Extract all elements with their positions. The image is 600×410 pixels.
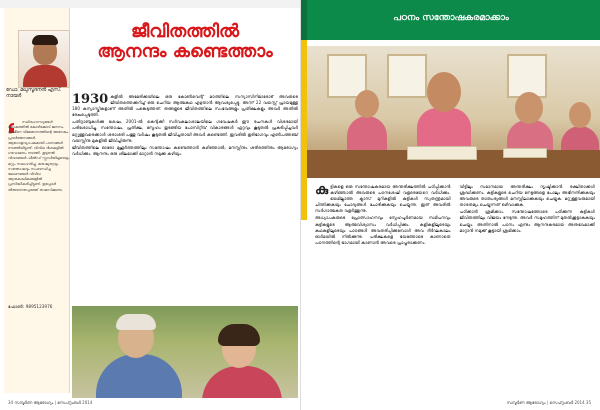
author-name: ഡോ. മധുസൂദനൻ എസ്. നായർ bbox=[6, 88, 62, 99]
body-paragraph: പതിറ്റാണ്ടുകൾക്കു ശേഷം 2001-ൽ കെന്റക്കി സർവകലാശാലയിലെ ഗവേഷകർ ഈ രചനകൾ വിശദമായി പരിശോധിച്ചു. സന്തോഷം, പ്രതീക്ഷ, സ്നേഹം തുടങ്ങിയ പോസിറ്റീവ് വികാരങ്ങൾ ഏറ്റവും കൂടുതൽ പ്രകടിപ്പിച്ചവർ മറ്റുള്ളവരെക്കാൾ ശരാശരി പത്തു വർഷം കൂടുതൽ ജീവിച്ചതായി അവർ കണ്ടെത്തി. ഇവരിൽ ഭൂരിഭാഗവും എൺപത്തഞ്ച് വയസ്സിനു മുകളിൽ ജീവിച്ചിരുന്നു. bbox=[72, 119, 298, 143]
body-paragraph: ജീവിതത്തിലെ ഓരോ മുഹൂർത്തത്തിലും സന്തോഷം കണ്ടെത്താൻ കഴിഞ്ഞാൽ, മനസ്സിനും ശരീരത്തിനും ആരോഗ്യം വർധിക്കും. ആനന്ദം ഒരു ശീലമാക്കി മാറ്റാൻ നമുക്കു കഴിയും. bbox=[72, 144, 298, 156]
article-title bbox=[72, 22, 298, 62]
page-footer-right: സമ്പൂർണ ആരോഗ്യം | സെപ്റ്റംബർ 2014 35 bbox=[506, 400, 591, 405]
body-paragraph: ട്ടികളെ ഒരു സന്തോഷകരമായ അന്തരീക്ഷത്തിൽ പഠിപ്പിക്കാൻ കഴിഞ്ഞാൽ അവരുടെ പഠനശേഷി വളരെയേറെ വർധിക്കും. ഭയമില്ലാത്ത ക്ലാസ് മുറികളിൽ കുട്ടികൾ സ്വതന്ത്രമായി ചിന്തിക്കുകയും ചോദ്യങ്ങൾ ചോദിക്കുകയും ചെയ്യുന്നു. ഇത് അവരിൽ സർഗാത്മകത വളർത്തുന്നു. bbox=[315, 184, 451, 214]
elderly-couple-photo bbox=[72, 306, 298, 398]
body-paragraph: അധ്യാപകരുടെ പ്രോത്സാഹനവും സ്നേഹപൂർണമായ സമീപനവും കുട്ടികളുടെ ആത്മവിശ്വാസം വർധിപ്പിക്കും. കളികളിലൂടെയും കഥകളിലൂടെയും പാഠങ്ങൾ അവതരിപ്പിക്കുമ്പോൾ അവ ദീർഘകാലം ഓർമയിൽ നിൽക്കുന്നു. പരീക്ഷകളെ ഭയത്തോടെ കാണാതെ പഠനത്തിന്റെ ഭാഗമായി കാണാൻ അവരെ പ്രാപ്തരാക്കണം. bbox=[315, 215, 451, 245]
section-title: പഠനം സന്തോഷകരമാക്കാം bbox=[393, 13, 509, 23]
page-footer-left: 34 സമ്പൂർണ ആരോഗ്യം | സെപ്റ്റംബർ 2014 bbox=[8, 400, 93, 405]
article-body-right bbox=[315, 184, 595, 246]
article-body-left bbox=[72, 94, 298, 158]
author-column bbox=[4, 8, 70, 393]
drop-character: കു bbox=[315, 182, 329, 198]
classroom-photo bbox=[307, 46, 600, 178]
author-bio: സ്ഥിരഹാസ്യങ്ങൾ ലോകത്തിൽ കോഴിക്കോട് ജനനം. ഗ്രാമീണ വിജ്ഞാനത്തിന്റെ അനേകം പ്രവർത്തനങ്ങൾ. ആഗോളവ്യാപകമായി പഠനങ്ങൾ നടത്തിയിട്ടുണ്ട്. വിവിധ ദിശകളിൽ ഗവേഷണം നടത്തി. കൂടുതൽ വിവരങ്ങൾ ഫീൽഡ് സ്റ്റഡിയിലൂടെയും മറ്റും സമാഹരിച്ചു. മനുഷ്യത്വവും സന്തോഷവും സംബന്ധിച്ച ലേഖനങ്ങൾ വിവിധ ആനുകാലികങ്ങളിൽ പ്രസിദ്ധീകരിച്ചിട്ടുണ്ട്. ഇപ്പോൾ തിരുവനന്തപുരത്ത് താമസിക്കുന്നു. bbox=[8, 120, 70, 192]
left-top-band bbox=[0, 0, 300, 8]
body-paragraph: വീട്ടിലും സമാനമായ അന്തരീക്ഷം സൃഷ്ടിക്കാൻ രക്ഷിതാക്കൾ ശ്രദ്ധിക്കണം. കുട്ടികളുടെ ചെറിയ നേട്ടങ്ങളെ പോലും അഭിനന്ദിക്കുകയും അവരുടെ താത്പര്യങ്ങൾ മനസ്സിലാക്കുകയും ചെയ്യുക. മറ്റുള്ളവരുമായി താരതമ്യം ചെയ്യുന്നത് ഒഴിവാക്കുക. bbox=[459, 184, 595, 208]
author-phone: ഫോൺ: 9895123976 bbox=[8, 304, 53, 309]
article-title-line-1: ജീവിതത്തിൽ bbox=[130, 21, 240, 42]
author-photo bbox=[18, 30, 70, 88]
drop-number: 1930 bbox=[72, 92, 109, 107]
body-paragraph: കളിൽ അമേരിക്കയിലെ ഒരു കോൺവെന്റ് മഠത്തിലെ സന്യാസിനിമാരോട് അവരുടെ ജീവിതത്തെക്കുറിച്ച് ഒരു ചെറിയ ആത്മകഥ എഴുതാൻ ആവശ്യപ്പെട്ടു. അന്ന് 22 വയസ്സ് പ്രായമുള്ള 180 കന്യാസ്ത്രീകളാണ് അതിൽ പങ്കെടുത്തത്. തങ്ങളുടെ ജീവിതത്തിലെ സംഭവങ്ങളും പ്രതീക്ഷകളും അവർ അതിൽ രേഖപ്പെടുത്തി. bbox=[72, 94, 298, 118]
article-title-line-2: ആനന്ദം കണ്ടെത്താം bbox=[97, 41, 273, 62]
body-paragraph: പഠിക്കാൻ ശ്രമിക്കാം. സന്തോഷത്തോടെ പഠിക്കുന്ന കുട്ടികൾ ജീവിതത്തിലും വിജയം നേടുന്നു. അവർ സമൂഹത്തിന് മുതൽക്കൂട്ടാകുകയും ചെയ്യും. അതിനാൽ പഠനം എന്നും ആനന്ദകരമായ അനുഭവമാക്കി മാറ്റാൻ നമുക്ക് കൂട്ടായി ശ്രമിക്കാം. bbox=[459, 209, 595, 233]
right-page bbox=[300, 0, 600, 410]
